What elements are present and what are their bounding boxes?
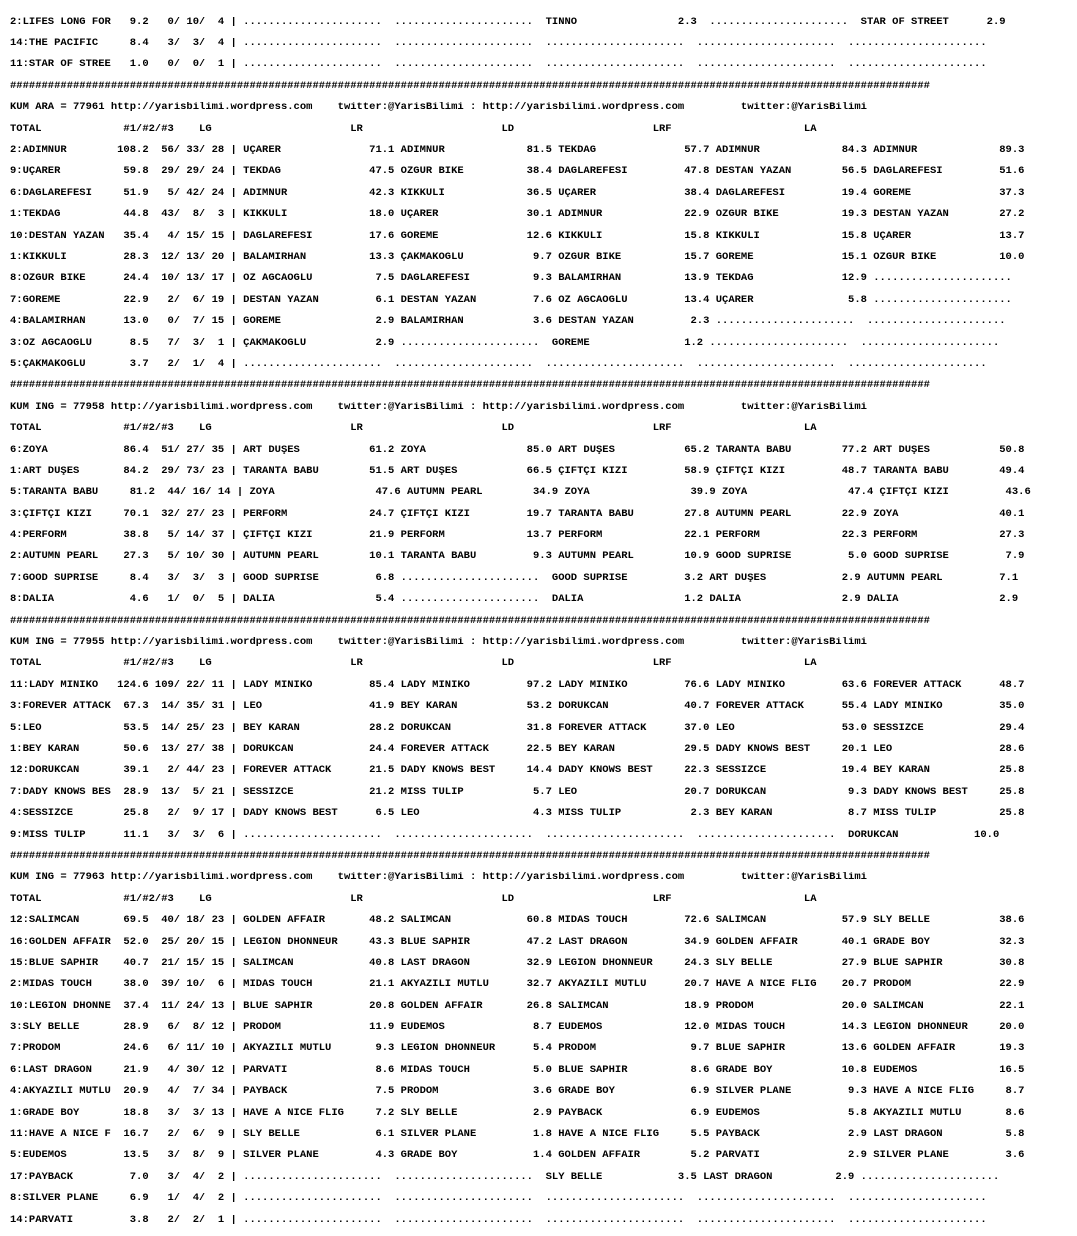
report-line: 3:ÇİFTÇİ KIZI 70.1 32/ 27/ 23 | PERFORM 24.7 ÇİFTÇİ KIZI 19.7 TARANTA BABU 27.8 AUTUMN PEARL 22.9 ZOYA 40.1 xyxy=(10,508,1025,520)
report-line: 7:PRODOM 24.6 6/ 11/ 10 | AKYAZILI MUTLU 9.3 LEGION DHONNEUR 5.4 PRODOM 9.7 BLUE SAPHİR 13.6 GOLDEN AFFAIR 19.3 xyxy=(10,1043,1025,1055)
report-line: 9:UÇARER 59.8 29/ 29/ 24 | TEKDAĞ 47.5 ÖZGÜR BİKE 38.4 DAĞLAREFESİ 47.8 DESTAN YAZAN 56.5 DAĞLAREFESİ 51.6 xyxy=(10,166,1025,178)
report-line: 2:AUTUMN PEARL 27.3 5/ 10/ 30 | AUTUMN PEARL 10.1 TARANTA BABU 9.3 AUTUMN PEARL 10.9 GOOD SUPRISE 5.0 GOOD SUPRISE 7.9 xyxy=(10,551,1025,563)
report-line: 7:GÖREME 22.9 2/ 6/ 19 | DESTAN YAZAN 6.1 DESTAN YAZAN 7.6 ÖZ AĞCAOĞLU 13.4 UÇARER 5.8 ...................... xyxy=(10,294,1012,306)
report-line: 8:DALIA 4.6 1/ 0/ 5 | DALIA 5.4 ...................... DALIA 1.2 DALIA 2.9 DALIA 2.9 xyxy=(10,594,1019,605)
section-separator: ################################################################################################################################################## xyxy=(10,615,930,627)
section-separator: ################################################################################################################################################## xyxy=(10,380,930,392)
report-line: 4:PERFORM 38.8 5/ 14/ 37 | ÇİFTÇİ KIZI 21.9 PERFORM 13.7 PERFORM 22.1 PERFORM 22.3 PERFORM 27.3 xyxy=(10,530,1025,541)
race-header: KUM ING = 77963 http://yarisbilimi.wordpress.com twitter:@YarisBilimi : http://yarisbilimi.wordpress.com twitter:@YarisBilimi xyxy=(10,872,867,884)
report-line: 5:EUDEMOS 13.5 3/ 8/ 9 | SILVER PLANE 4.3 GRADE BOY 1.4 GOLDEN AFFAIR 5.2 PARVATI 2.9 SILVER PLANE 3.6 xyxy=(10,1150,1025,1162)
report-line: 15:BLUE SAPHİR 40.7 21/ 15/ 15 | SALİMCAN 40.8 LAST DRAGON 32.9 LEGION DHONNEUR 24.3 SLY BELLE 27.9 BLUE SAPHİR 30.8 xyxy=(10,957,1025,969)
report-line: 14:PARVATI 3.8 2/ 2/ 1 | ...................... ...................... ...................... ...................... ...................... xyxy=(10,1214,987,1226)
report-line: 11:LADY MINIKO 124.6 109/ 22/ 11 | LADY MINIKO 85.4 LADY MINIKO 97.2 LADY MINIKO 76.6 LADY MINIKO 63.6 FOREVER ATTACK 48.7 xyxy=(10,679,1025,691)
report-line: 11:HAVE A NICE F 16.7 2/ 6/ 9 | SLY BELLE 6.1 SILVER PLANE 1.8 HAVE A NICE FLIG 5.5 PAYBACK 2.9 LAST DRAGON 5.8 xyxy=(10,1129,1025,1140)
column-header: TOTAL #1/#2/#3 LG LR LD LRF LA xyxy=(10,658,817,670)
race-header: KUM ARA = 77961 http://yarisbilimi.wordpress.com twitter:@YarisBilimi : http://yarisbilimi.wordpress.com twitter:@YarisBilimi xyxy=(10,102,867,113)
race-header: KUM ING = 77958 http://yarisbilimi.wordpress.com twitter:@YarisBilimi : http://yarisbilimi.wordpress.com twitter:@YarisBilimi xyxy=(10,401,867,413)
column-header: TOTAL #1/#2/#3 LG LR LD LRF LA xyxy=(10,123,817,135)
report-line: 16:GOLDEN AFFAIR 52.0 25/ 20/ 15 | LEGION DHONNEUR 43.3 BLUE SAPHİR 47.2 LAST DRAGON 34.9 GOLDEN AFFAIR 40.1 GRADE BOY 32.3 xyxy=(10,936,1025,948)
report-line: 1:BEY KARAN 50.6 13/ 27/ 38 | DORUKCAN 24.4 FOREVER ATTACK 22.5 BEY KARAN 29.5 DADY KNOWS BEST 20.1 LEO 28.6 xyxy=(10,743,1025,755)
report-line: 1:ART DÜŞES 84.2 29/ 73/ 23 | TARANTA BABU 51.5 ART DÜŞES 66.5 ÇİFTÇİ KIZI 58.9 ÇİFTÇİ KIZI 48.7 TARANTA BABU 49.4 xyxy=(10,465,1025,477)
report-line: 8:ÖZGÜR BİKE 24.4 10/ 13/ 17 | ÖZ AĞCAOĞLU 7.5 DAĞLAREFESİ 9.3 BALAMİRHAN 13.9 TEKDAĞ 12.9 ...................... xyxy=(10,273,1012,285)
race-statistics-report xyxy=(10,6,1031,1236)
report-line: 2:LIFES LONG FOR 9.2 0/ 10/ 4 | ...................... ...................... TINNO 2.3 ...................... STAR OF STREET 2.9 xyxy=(10,16,1006,28)
report-line: 1:TEKDAĞ 44.8 43/ 8/ 3 | KİKKULİ 18.0 UÇARER 30.1 ADIMNUR 22.9 ÖZGÜR BİKE 19.3 DESTAN YAZAN 27.2 xyxy=(10,209,1025,220)
report-line: 11:STAR OF STREE 1.0 0/ 0/ 1 | ...................... ...................... ...................... ...................... ...................... xyxy=(10,59,987,71)
report-line: 3:SLY BELLE 28.9 6/ 8/ 12 | PRODOM 11.9 EUDEMOS 8.7 EUDEMOS 12.0 MIDAS TOUCH 14.3 LEGION DHONNEUR 20.0 xyxy=(10,1022,1025,1033)
report-line: 2:ADIMNUR 108.2 56/ 33/ 28 | UÇARER 71.1 ADIMNUR 81.5 TEKDAĞ 57.7 ADIMNUR 84.3 ADIMNUR 89.3 xyxy=(10,145,1025,156)
report-line: 4:BALAMİRHAN 13.0 0/ 7/ 15 | GÖREME 2.9 BALAMİRHAN 3.6 DESTAN YAZAN 2.3 ...................... ...................... xyxy=(10,316,1006,327)
column-header: TOTAL #1/#2/#3 LG LR LD LRF LA xyxy=(10,423,817,434)
report-line: 4:AKYAZILI MUTLU 20.9 4/ 7/ 34 | PAYBACK 7.5 PRODOM 3.6 GRADE BOY 6.9 SILVER PLANE 9.3 HAVE A NICE FLIG 8.7 xyxy=(10,1086,1025,1097)
report-line: 1:GRADE BOY 18.8 3/ 3/ 13 | HAVE A NICE FLIG 7.2 SLY BELLE 2.9 PAYBACK 6.9 EUDEMOS 5.8 AKYAZILI MUTLU 8.6 xyxy=(10,1107,1025,1119)
report-line: 6:LAST DRAGON 21.9 4/ 30/ 12 | PARVATI 8.6 MIDAS TOUCH 5.0 BLUE SAPHİR 8.6 GRADE BOY 10.8 EUDEMOS 16.5 xyxy=(10,1064,1025,1076)
report-line: 6:ZOYA 86.4 51/ 27/ 35 | ART DÜŞES 61.2 ZOYA 85.0 ART DÜŞES 65.2 TARANTA BABU 77.2 ART DÜŞES 50.8 xyxy=(10,444,1025,456)
report-line: 1:KİKKULİ 28.3 12/ 13/ 20 | BALAMİRHAN 13.3 ÇAKMAKOĞLU 9.7 ÖZGÜR BİKE 15.7 GÖREME 15.1 ÖZGÜR BİKE 10.0 xyxy=(10,252,1025,263)
report-line: 14:THE PACIFIC 8.4 3/ 3/ 4 | ...................... ...................... ...................... ...................... ...................... xyxy=(10,38,987,49)
report-line: 5:LEO 53.5 14/ 25/ 23 | BEY KARAN 28.2 DORUKCAN 31.8 FOREVER ATTACK 37.0 LEO 53.0 SESSİZCE 29.4 xyxy=(10,722,1025,734)
report-line: 3:FOREVER ATTACK 67.3 14/ 35/ 31 | LEO 41.9 BEY KARAN 53.2 DORUKCAN 40.7 FOREVER ATTACK 55.4 LADY MINIKO 35.0 xyxy=(10,701,1025,712)
column-header: TOTAL #1/#2/#3 LG LR LD LRF LA xyxy=(10,893,817,905)
report-line: 6:DAĞLAREFESİ 51.9 5/ 42/ 24 | ADIMNUR 42.3 KİKKULİ 36.5 UÇARER 38.4 DAĞLAREFESİ 19.4 GÖREME 37.3 xyxy=(10,187,1025,199)
report-line: 8:SILVER PLANE 6.9 1/ 4/ 2 | ...................... ...................... ...................... ...................... ...................... xyxy=(10,1193,987,1204)
report-line: 12:DORUKCAN 39.1 2/ 44/ 23 | FOREVER ATTACK 21.5 DADY KNOWS BEST 14.4 DADY KNOWS BEST 22.3 SESSİZCE 19.4 BEY KARAN 25.8 xyxy=(10,765,1025,777)
report-line: 3:ÖZ AĞCAOĞLU 8.5 7/ 3/ 1 | ÇAKMAKOĞLU 2.9 ...................... GÖREME 1.2 ...................... ...................... xyxy=(10,337,1000,349)
section-separator: ################################################################################################################################################## xyxy=(10,80,930,92)
report-line: 9:MISS TULIP 11.1 3/ 3/ 6 | ...................... ...................... ...................... ...................... DORUKCAN 10.0 xyxy=(10,829,1000,841)
report-line: 10:LEGION DHONNE 37.4 11/ 24/ 13 | BLUE SAPHİR 20.8 GOLDEN AFFAIR 26.8 SALİMCAN 18.9 PRODOM 20.0 SALİMCAN 22.1 xyxy=(10,1000,1025,1012)
report-line: 4:SESSİZCE 25.8 2/ 9/ 17 | DADY KNOWS BEST 6.5 LEO 4.3 MISS TULIP 2.3 BEY KARAN 8.7 MISS TULIP 25.8 xyxy=(10,808,1025,819)
report-line: 17:PAYBACK 7.0 3/ 4/ 2 | ...................... ...................... SLY BELLE 3.5 LAST DRAGON 2.9 ...................... xyxy=(10,1171,1000,1183)
report-line: 5:TARANTA BABU 81.2 44/ 16/ 14 | ZOYA 47.6 AUTUMN PEARL 34.9 ZOYA 39.9 ZOYA 47.4 ÇİFTÇİ KIZI 43.6 xyxy=(10,487,1031,498)
report-line: 5:ÇAKMAKOĞLU 3.7 2/ 1/ 4 | ...................... ...................... ...................... ...................... ...................... xyxy=(10,358,987,370)
report-line: 2:MIDAS TOUCH 38.0 39/ 10/ 6 | MIDAS TOUCH 21.1 AKYAZILI MUTLU 32.7 AKYAZILI MUTLU 20.7 HAVE A NICE FLIG 20.7 PRODOM 22.9 xyxy=(10,979,1025,990)
report-line: 10:DESTAN YAZAN 35.4 4/ 15/ 15 | DAĞLAREFESİ 17.6 GÖREME 12.6 KİKKULİ 15.8 KİKKULİ 15.8 UÇARER 13.7 xyxy=(10,230,1025,242)
report-line: 12:SALİMCAN 69.5 40/ 18/ 23 | GOLDEN AFFAIR 48.2 SALİMCAN 60.8 MIDAS TOUCH 72.6 SALİMCAN 57.9 SLY BELLE 38.6 xyxy=(10,915,1025,926)
section-separator: ################################################################################################################################################## xyxy=(10,850,930,862)
report-line: 7:DADY KNOWS BES 28.9 13/ 5/ 21 | SESSİZCE 21.2 MISS TULIP 5.7 LEO 20.7 DORUKCAN 9.3 DADY KNOWS BEST 25.8 xyxy=(10,786,1025,798)
race-header: KUM ING = 77955 http://yarisbilimi.wordpress.com twitter:@YarisBilimi : http://yarisbilimi.wordpress.com twitter:@YarisBilimi xyxy=(10,637,867,648)
report-line: 7:GOOD SUPRISE 8.4 3/ 3/ 3 | GOOD SUPRISE 6.8 ...................... GOOD SUPRISE 3.2 ART DÜŞES 2.9 AUTUMN PEARL 7.1 xyxy=(10,572,1019,584)
